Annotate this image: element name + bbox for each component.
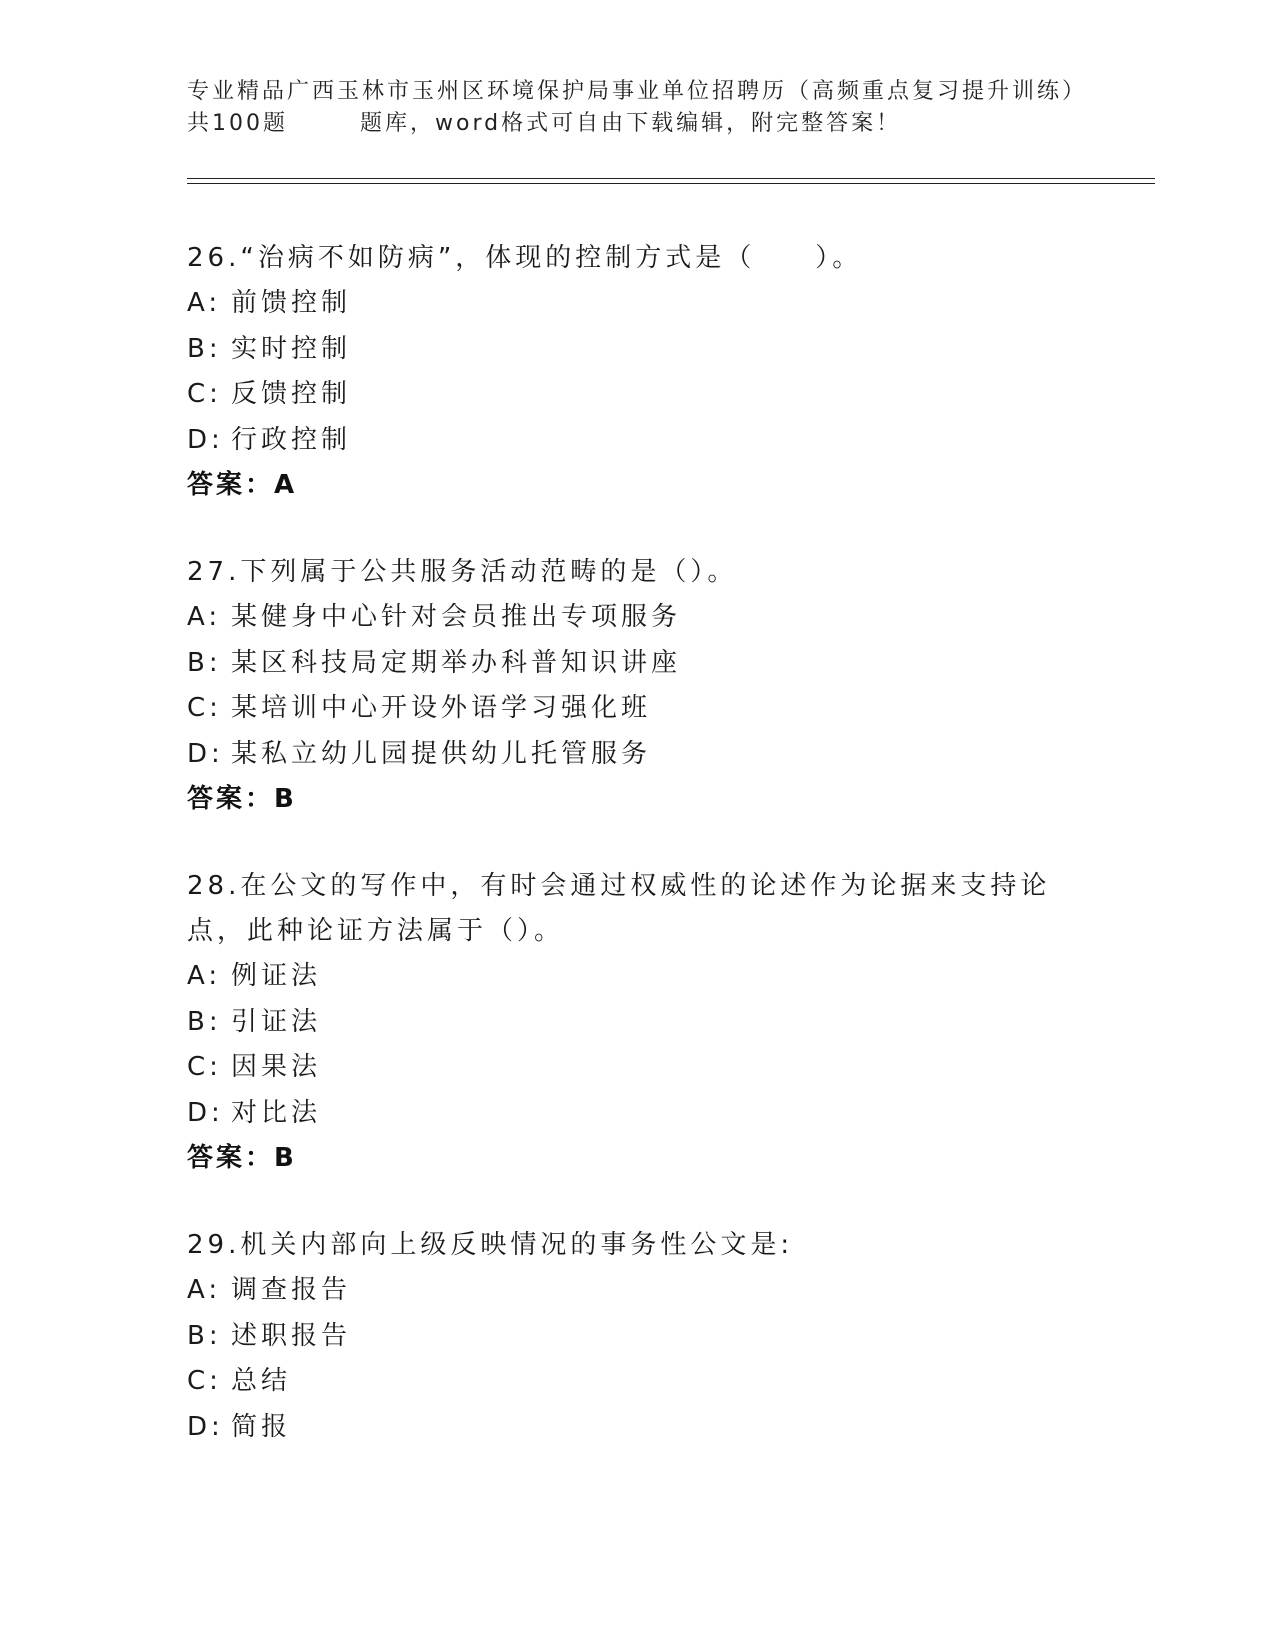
option-d xyxy=(187,1405,1107,1451)
option-b xyxy=(187,327,1107,373)
option-key: D: xyxy=(187,424,224,455)
option-a xyxy=(187,595,1107,641)
question-text: 29.机关内部向上级反映情况的事务性公文是: xyxy=(187,1230,794,1260)
header-divider-bottom xyxy=(187,183,1155,184)
option-c xyxy=(187,686,1107,732)
option-key: B: xyxy=(187,1006,222,1037)
option-a xyxy=(187,954,1107,1000)
option-c xyxy=(187,372,1107,418)
option-b xyxy=(187,1314,1107,1360)
option-key: B: xyxy=(187,333,222,364)
option-a xyxy=(187,281,1107,327)
option-b xyxy=(187,1000,1107,1046)
option-key: A: xyxy=(187,961,222,991)
option-key: A: xyxy=(187,288,222,318)
document-header xyxy=(187,76,1167,140)
answer-label: 答案：A xyxy=(187,470,298,500)
option-text: 引证法 xyxy=(231,1006,322,1037)
option-key: C: xyxy=(187,693,222,723)
option-key: C: xyxy=(187,1052,222,1082)
option-text: 某培训中心开设外语学习强化班 xyxy=(231,693,652,723)
header-description: 题库，word格式可自由下载编辑，附完整答案！ xyxy=(360,111,902,136)
option-text: 某私立幼儿园提供幼儿托管服务 xyxy=(231,738,652,769)
option-c xyxy=(187,1359,1107,1405)
option-d xyxy=(187,1091,1107,1137)
option-key: D: xyxy=(187,1411,224,1442)
option-key: D: xyxy=(187,738,224,769)
question-text: 27.下列属于公共服务活动范畴的是（）。 xyxy=(187,557,738,587)
option-text: 某区科技局定期举办科普知识讲座 xyxy=(231,647,682,678)
option-text: 述职报告 xyxy=(231,1320,352,1351)
option-key: C: xyxy=(187,1366,222,1396)
question-29 xyxy=(187,1223,1107,1450)
option-d xyxy=(187,418,1107,464)
option-text: 简报 xyxy=(231,1411,292,1442)
option-text: 例证法 xyxy=(231,961,322,991)
option-a xyxy=(187,1268,1107,1314)
option-text: 某健身中心针对会员推出专项服务 xyxy=(231,602,682,632)
option-d xyxy=(187,732,1107,778)
answer-label: 答案：B xyxy=(187,1143,297,1173)
question-26 xyxy=(187,236,1107,508)
header-count: 共100题 xyxy=(187,111,288,136)
option-key: A: xyxy=(187,602,222,632)
option-text: 对比法 xyxy=(231,1097,322,1128)
header-subtitle xyxy=(187,108,1167,140)
option-key: A: xyxy=(187,1275,222,1305)
header-title: 专业精品广西玉林市玉州区环境保护局事业单位招聘历（高频重点复习提升训练） xyxy=(187,79,1088,104)
question-28 xyxy=(187,864,1107,1181)
option-text: 前馈控制 xyxy=(231,288,352,318)
question-text: 28.在公文的写作中，有时会通过权威性的论述作为论据来支持论点，此种论证方法属于（）。 xyxy=(187,871,1051,946)
option-text: 总结 xyxy=(231,1366,292,1396)
option-key: D: xyxy=(187,1097,224,1128)
question-list xyxy=(187,236,1107,1492)
question-27 xyxy=(187,550,1107,822)
header-divider-top xyxy=(187,178,1155,179)
question-text: 26.“治病不如防病”，体现的控制方式是（ ）。 xyxy=(187,243,863,273)
option-text: 反馈控制 xyxy=(231,379,352,409)
option-key: C: xyxy=(187,379,222,409)
option-text: 实时控制 xyxy=(231,333,352,364)
option-key: B: xyxy=(187,647,222,678)
answer-label: 答案：B xyxy=(187,784,297,814)
option-b xyxy=(187,641,1107,687)
option-text: 因果法 xyxy=(231,1052,322,1082)
option-key: B: xyxy=(187,1320,222,1351)
option-c xyxy=(187,1045,1107,1091)
option-text: 行政控制 xyxy=(231,424,352,455)
option-text: 调查报告 xyxy=(231,1275,352,1305)
